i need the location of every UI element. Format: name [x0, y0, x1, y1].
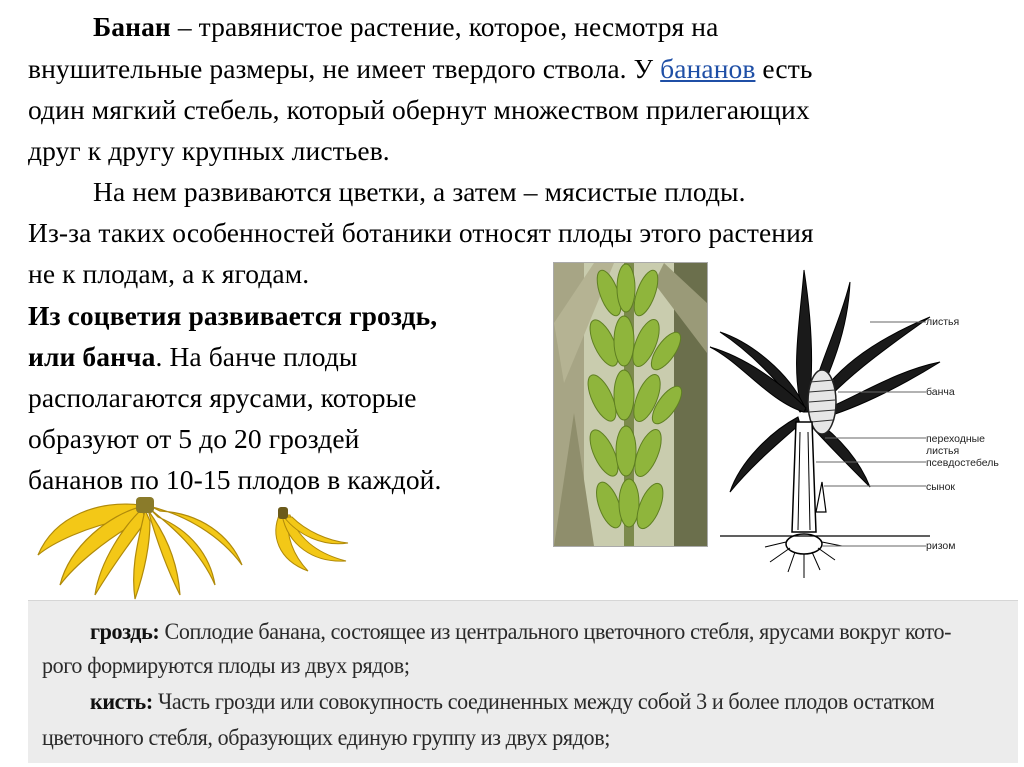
label-rhizome: ризом — [926, 540, 956, 552]
definition-line: гроздь: Соплодие банана, состоящее из центрального цветочного стебля, ярусами вокруг кото- — [90, 619, 952, 644]
text-line: образуют от 5 до 20 гроздей — [28, 423, 360, 454]
label-transitional: переходные — [926, 433, 986, 445]
term-banan: Банан — [93, 11, 171, 42]
definition-line: цветочного стебля, образующих единую группу из двух рядов; — [42, 725, 611, 750]
label-pseudostem: псевдостебель — [926, 457, 999, 469]
text-line: не к плодам, а к ягодам. — [28, 258, 310, 289]
banana-bunch-photo — [553, 262, 708, 547]
definitions-box — [28, 600, 1018, 763]
text-line: Из-за таких особенностей ботаники относят плоды этого растения — [28, 217, 814, 248]
label-leaves: листья — [926, 316, 960, 328]
text-line: внушительные размеры, не имеет твердого ствола. У бананов есть — [28, 53, 813, 84]
definition-line: кисть: Часть грозди или совокупность соединенных между собой 3 и более плодов остатком — [90, 689, 935, 714]
label-transitional-2: листья — [926, 445, 960, 457]
text-line: Банан – травянистое растение, которое, несмотря на — [93, 11, 719, 42]
small-banana-image — [268, 505, 350, 580]
banana-hand-image — [30, 495, 250, 605]
label-sucker: сынок — [926, 481, 956, 493]
text-line: бананов по 10-15 плодов в каждой. — [28, 464, 442, 495]
text-line: На нем развиваются цветки, а затем – мясистые плоды. — [93, 176, 746, 207]
banana-plant-diagram — [700, 262, 1024, 580]
text-line: располагаются ярусами, которые — [28, 382, 417, 413]
text-line: Из соцветия развивается гроздь, — [28, 300, 438, 331]
text-line: друг к другу крупных листьев. — [28, 135, 390, 166]
term-grozd: гроздь: — [90, 619, 160, 644]
text-line: или банча. На банче плоды — [28, 341, 358, 372]
text-line: один мягкий стебель, который обернут множеством прилегающих — [28, 94, 810, 125]
definition-line: рого формируются плоды из двух рядов; — [42, 653, 410, 678]
bananas-link[interactable]: бананов — [660, 53, 756, 84]
term-kist: кисть: — [90, 689, 153, 714]
label-bunch: банча — [926, 386, 955, 398]
